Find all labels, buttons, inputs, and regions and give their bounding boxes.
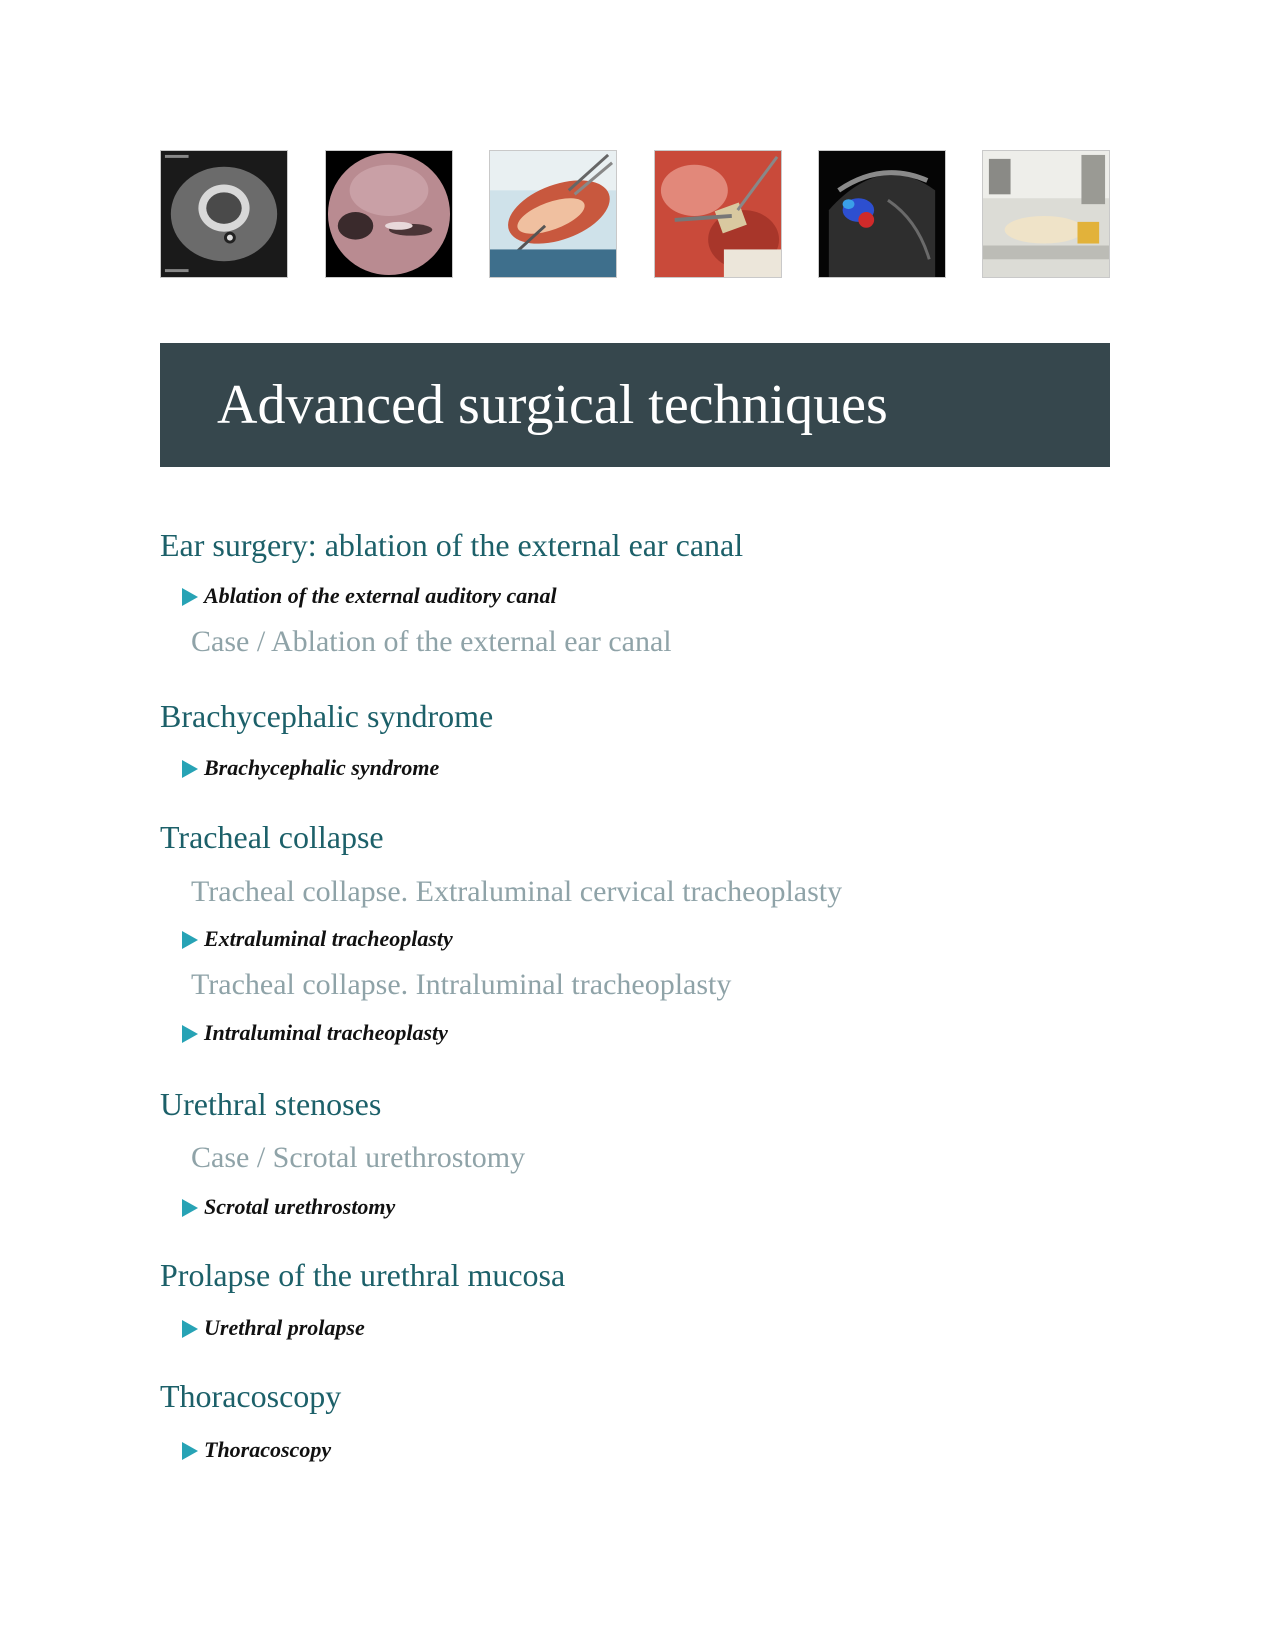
link-label: Thoracoscopy [204, 1437, 332, 1462]
play-arrow-icon [182, 931, 198, 949]
link-label: Intraluminal tracheoplasty [204, 1020, 448, 1045]
play-arrow-icon [182, 588, 198, 606]
link-thoracoscopy[interactable] [182, 1437, 331, 1463]
section-title-urethral-stenoses: Urethral stenoses [160, 1086, 382, 1122]
link-label: Scrotal urethrostomy [204, 1194, 396, 1219]
section-title-ear: Ear surgery: ablation of the external ear canal [160, 527, 744, 563]
link-brachycephalic-syndrome[interactable] [182, 755, 439, 781]
section-title-brachycephalic: Brachycephalic syndrome [160, 698, 494, 734]
link-label: Brachycephalic syndrome [204, 755, 440, 780]
case-ablation-ear-canal[interactable]: Case / Ablation of the external ear canal [191, 625, 672, 658]
link-label: Extraluminal tracheoplasty [204, 926, 453, 951]
link-label: Ablation of the external auditory canal [204, 583, 557, 608]
link-scrotal-urethrostomy[interactable] [182, 1194, 395, 1220]
section-title-tracheal: Tracheal collapse [160, 819, 384, 855]
link-intraluminal-tracheoplasty[interactable] [182, 1020, 448, 1046]
play-arrow-icon [182, 1025, 198, 1043]
play-arrow-icon [182, 1442, 198, 1460]
link-ablation-auditory-canal[interactable] [182, 583, 557, 609]
play-arrow-icon [182, 1199, 198, 1217]
section-title-thoracoscopy: Thoracoscopy [160, 1378, 342, 1414]
case-extraluminal-tracheoplasty[interactable]: Tracheal collapse. Extraluminal cervical tracheoplasty [191, 875, 843, 908]
section-title-urethral-prolapse: Prolapse of the urethral mucosa [160, 1257, 566, 1293]
page-title: Advanced surgical techniques [217, 374, 888, 436]
case-intraluminal-tracheoplasty[interactable]: Tracheal collapse. Intraluminal tracheoplasty [191, 968, 732, 1001]
case-scrotal-urethrostomy[interactable]: Case / Scrotal urethrostomy [191, 1141, 526, 1174]
link-extraluminal-tracheoplasty[interactable] [182, 926, 453, 952]
play-arrow-icon [182, 1320, 198, 1338]
link-label: Urethral prolapse [204, 1315, 365, 1340]
play-arrow-icon [182, 760, 198, 778]
link-urethral-prolapse[interactable] [182, 1315, 365, 1341]
